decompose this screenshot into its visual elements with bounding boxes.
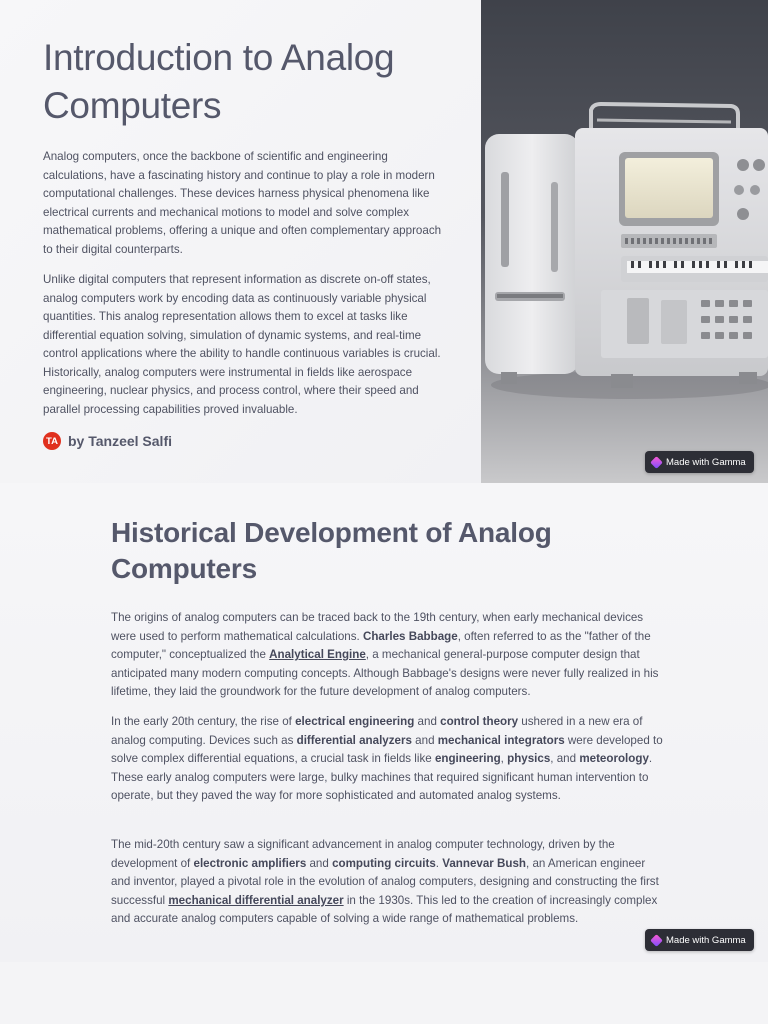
text: were developed to solve complex differential equations, a crucial task in fields like <box>111 733 663 766</box>
text: , and <box>550 752 580 766</box>
link-mechanical-differential-analyzer[interactable]: mechanical differential analyzer <box>168 893 344 907</box>
made-with-gamma-badge[interactable] <box>645 451 754 473</box>
slide-title: Historical Development of Analog Computers <box>111 517 552 584</box>
text: and <box>411 733 438 747</box>
gamma-logo-icon <box>650 934 663 947</box>
text: The origins of analog computers can be traced back to the 19th century, when early mechanical devices were used to perform mathematical calculations. <box>111 611 644 643</box>
text: and <box>306 856 333 870</box>
history-paragraph-3 <box>111 836 663 929</box>
text: The mid-20th century saw a significant advancement in analog computer technology, driven by the development of <box>111 838 615 870</box>
text: . These early analog computers were large, bulky machines that required significant human intervention to operate, but they paved the way for more sophisticated and automated analog systems. <box>111 752 653 803</box>
text: and <box>414 715 441 728</box>
made-with-gamma-badge[interactable] <box>645 929 754 951</box>
slide-title: Introduction to Analog Computers <box>43 37 395 126</box>
bold-charles-babbage: Charles Babbage <box>362 629 458 643</box>
slide-historical-development <box>0 483 768 962</box>
next-slide-edge <box>0 962 768 1024</box>
bold-mechanical-integrators: mechanical integrators <box>437 733 565 747</box>
text: , a mechanical general-purpose computer design that anticipated many modern computing concepts. Although Babbage's designs were never fully realized in his lifetime, they laid the groundwork for the future development of analog computers. <box>111 648 659 699</box>
bold-electrical-engineering: electrical engineering <box>295 715 415 728</box>
badge-label: Made with Gamma <box>666 934 746 946</box>
slide-introduction <box>0 0 768 483</box>
intro-paragraph-2: Unlike digital computers that represent information as discrete on-off states, analog computers work by encoding data as continuously variable physical quantities. This analog representation allows them to excel at tasks like differential equation solving, simulation of dynamic systems, and real-time control applications where the ability to handle continuous variables is crucial. Historically, analog computers were instrumental in fields like aerospace engineering, nuclear physics, and process control, where their speed and parallel processing capabilities proved invaluable. <box>43 273 441 416</box>
text: , an American engineer and inventor, played a pivotal role in the evolution of analog computers, designing and constructing the first successful <box>111 856 659 907</box>
text: In the early 20th century, the rise of <box>111 715 296 728</box>
author-name: by Tanzeel Salfi <box>68 433 172 449</box>
bold-electronic-amplifiers: electronic amplifiers <box>193 856 307 870</box>
intro-paragraph-1: Analog computers, once the backbone of scientific and engineering calculations, have a fascinating history and continue to play a role in modern computational challenges. These devices harness physical phenomena like electrical currents and mechanical motions to model and solve complex mathematical problems, offering a unique and often complementary approach to their digital counterparts. <box>43 150 442 256</box>
bold-computing-circuits: computing circuits <box>332 856 436 870</box>
bold-physics: physics <box>507 752 551 766</box>
author-byline <box>43 432 172 450</box>
bold-engineering: engineering <box>434 752 501 766</box>
gamma-logo-icon <box>650 456 663 469</box>
bold-control-theory: control theory <box>440 715 519 728</box>
text: ushered in a new era of analog computing. Devices such as <box>111 715 643 747</box>
avatar: TA <box>43 432 61 450</box>
bold-vannevar-bush: Vannevar Bush <box>442 856 526 870</box>
history-paragraph-2 <box>111 713 663 806</box>
text: , <box>500 752 508 766</box>
bold-meteorology: meteorology <box>579 752 649 766</box>
badge-label: Made with Gamma <box>666 456 746 468</box>
history-paragraph-1 <box>111 609 663 702</box>
link-analytical-engine[interactable]: Analytical Engine <box>269 648 366 662</box>
text: in the 1930s. This led to the creation of increasingly complex and accurate analog computers capable of solving a wide range of mathematical problems. <box>111 893 658 926</box>
bold-differential-analyzers: differential analyzers <box>296 733 412 747</box>
analog-computer-image <box>481 0 768 483</box>
text: . <box>435 856 443 870</box>
analog-computer-illustration <box>481 0 768 483</box>
text: , often referred to as the "father of the computer," conceptualized the <box>111 629 651 662</box>
